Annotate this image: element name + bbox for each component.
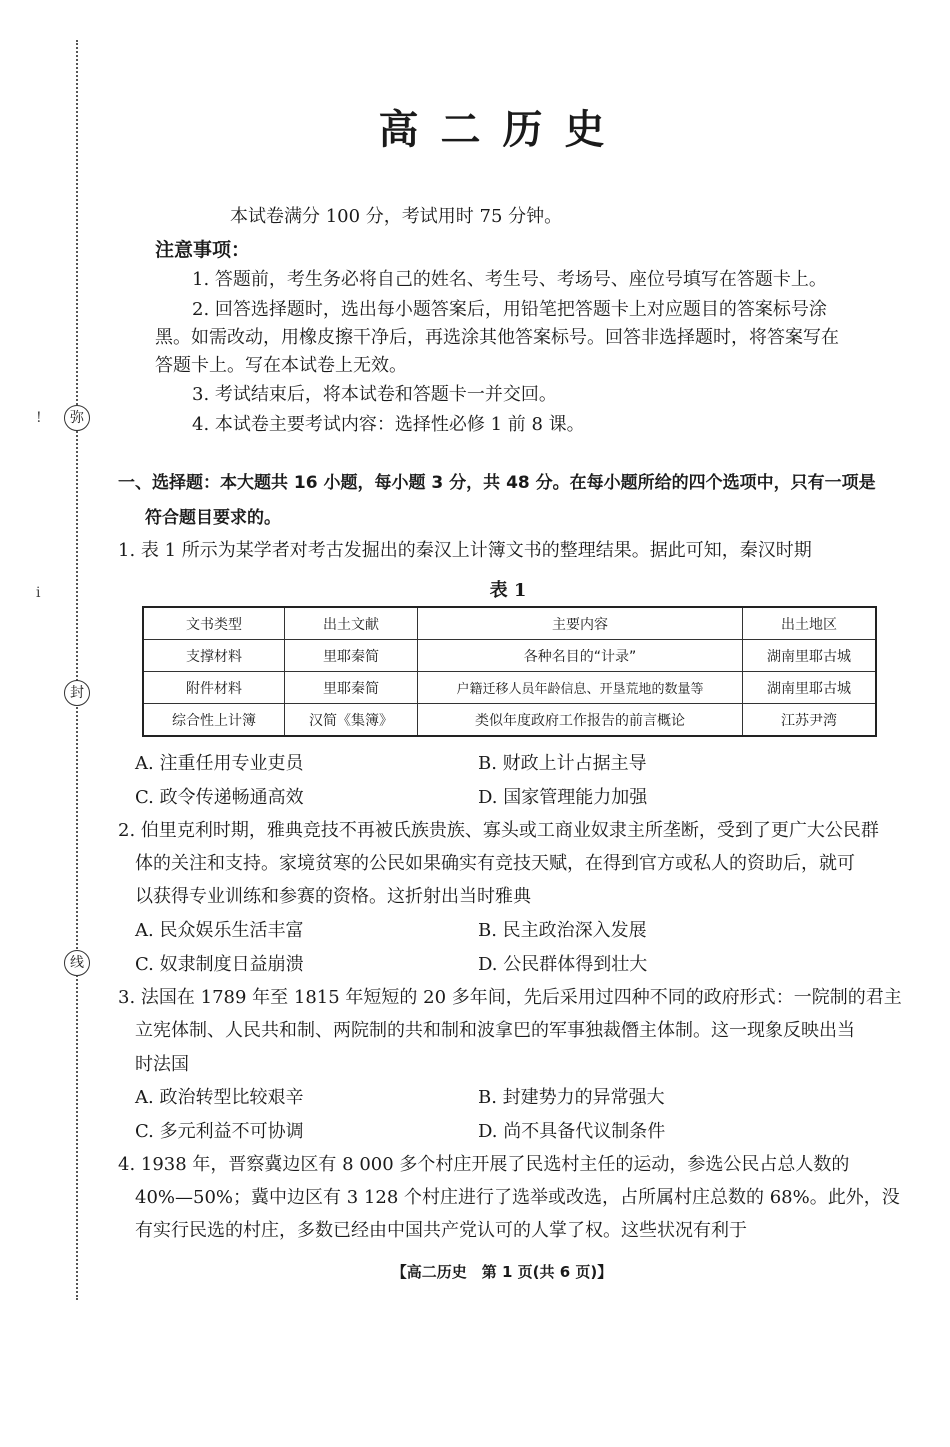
table-cell: 户籍迁移人员年龄信息、开垦荒地的数量等 xyxy=(418,672,743,704)
table-cell: 类似年度政府工作报告的前言概论 xyxy=(418,704,743,737)
table-row xyxy=(143,640,876,672)
table-cell: 综合性上计簿 xyxy=(143,704,285,737)
table-row xyxy=(143,672,876,704)
question-2-stem: 体的关注和支持。家境贫寒的公民如果确实有竞技天赋，在得到官方或私人的资助后，就可 xyxy=(135,853,855,874)
question-4-stem: 4. 1938 年，晋察冀边区有 8 000 多个村庄开展了民选村主任的运动，参选公民占总人数的 xyxy=(118,1154,850,1175)
table-cell: 江苏尹湾 xyxy=(743,704,877,737)
notice-line: 4. 本试卷主要考试内容：选择性必修 1 前 8 课。 xyxy=(192,414,585,435)
binding-seal-xian: 线 xyxy=(64,950,90,976)
table-cell: 湖南里耶古城 xyxy=(743,672,877,704)
question-1-stem: 1. 表 1 所示为某学者对考古发掘出的秦汉上计簿文书的整理结果。据此可知，秦汉时期 xyxy=(118,540,812,561)
table-header-cell: 主要内容 xyxy=(418,607,743,640)
exam-info: 本试卷满分 100 分，考试用时 75 分钟。 xyxy=(230,206,563,227)
section-heading: 符合题目要求的。 xyxy=(145,508,281,528)
notice-line: 黑。如需改动，用橡皮擦干净后，再选涂其他答案标号。回答非选择题时，将答案写在 xyxy=(155,327,839,348)
data-table xyxy=(142,606,877,737)
option-a: A. 民众娱乐生活丰富 xyxy=(135,920,304,941)
binding-seal-feng: 封 xyxy=(64,680,90,706)
option-a: A. 注重任用专业吏员 xyxy=(135,753,304,774)
page-title: 高二历史 xyxy=(378,107,627,153)
question-2-stem: 以获得专业训练和参赛的资格。这折射出当时雅典 xyxy=(135,886,531,907)
option-c: C. 多元利益不可协调 xyxy=(135,1121,304,1142)
question-3-stem: 立宪体制、人民共和制、两院制的共和制和波拿巴的军事独裁僭主体制。这一现象反映出当 xyxy=(135,1020,855,1041)
table-cell: 湖南里耶古城 xyxy=(743,640,877,672)
table-cell: 里耶秦简 xyxy=(285,640,418,672)
edge-mark: i xyxy=(36,585,41,601)
section-heading: 一、选择题：本大题共 16 小题，每小题 3 分，共 48 分。在每小题所给的四个选项中，只有一项是 xyxy=(118,473,876,493)
option-c: C. 奴隶制度日益崩溃 xyxy=(135,954,304,975)
option-c: C. 政令传递畅通高效 xyxy=(135,787,304,808)
table-cell: 各种名目的“计录” xyxy=(418,640,743,672)
question-2-stem: 2. 伯里克利时期，雅典竞技不再被氏族贵族、寡头或工商业奴隶主所垄断，受到了更广大公民群 xyxy=(118,820,879,841)
notice-line: 答题卡上。写在本试卷上无效。 xyxy=(155,355,407,376)
table-cell: 附件材料 xyxy=(143,672,285,704)
table-row xyxy=(143,704,876,737)
option-b: B. 封建势力的异常强大 xyxy=(478,1087,665,1108)
notice-line: 2. 回答选择题时，选出每小题答案后，用铅笔把答题卡上对应题目的答案标号涂 xyxy=(192,299,827,320)
table-caption: 表 1 xyxy=(489,580,527,601)
notice-heading: 注意事项： xyxy=(155,239,251,261)
option-a: A. 政治转型比较艰辛 xyxy=(135,1087,304,1108)
question-3-stem: 时法国 xyxy=(135,1054,189,1075)
option-b: B. 财政上计占据主导 xyxy=(478,753,647,774)
question-4-stem: 40%—50%；冀中边区有 3 128 个村庄进行了选举或改选，占所属村庄总数的 68%。此外，没 xyxy=(135,1187,900,1208)
edge-mark: ! xyxy=(36,410,42,426)
table-cell: 汉简《集簿》 xyxy=(285,704,418,737)
option-b: B. 民主政治深入发展 xyxy=(478,920,647,941)
table-cell: 支撑材料 xyxy=(143,640,285,672)
table-cell: 里耶秦简 xyxy=(285,672,418,704)
table-header-cell: 文书类型 xyxy=(143,607,285,640)
table-header-cell: 出土地区 xyxy=(743,607,877,640)
table-header-row xyxy=(143,607,876,640)
option-d: D. 尚不具备代议制条件 xyxy=(478,1121,666,1142)
binding-dotted-line xyxy=(76,40,78,1300)
notice-line: 1. 答题前，考生务必将自己的姓名、考生号、考场号、座位号填写在答题卡上。 xyxy=(192,269,827,290)
option-d: D. 公民群体得到壮大 xyxy=(478,954,648,975)
notice-line: 3. 考试结束后，将本试卷和答题卡一并交回。 xyxy=(192,384,557,405)
option-d: D. 国家管理能力加强 xyxy=(478,787,648,808)
page-footer: 【高二历史 第 1 页(共 6 页)】 xyxy=(391,1263,613,1281)
table-header-cell: 出土文献 xyxy=(285,607,418,640)
question-4-stem: 有实行民选的村庄，多数已经由中国共产党认可的人掌了权。这些状况有利于 xyxy=(135,1220,747,1241)
binding-seal-mi: 弥 xyxy=(64,405,90,431)
question-3-stem: 3. 法国在 1789 年至 1815 年短短的 20 多年间，先后采用过四种不同的政府形式：一院制的君主 xyxy=(118,987,902,1008)
